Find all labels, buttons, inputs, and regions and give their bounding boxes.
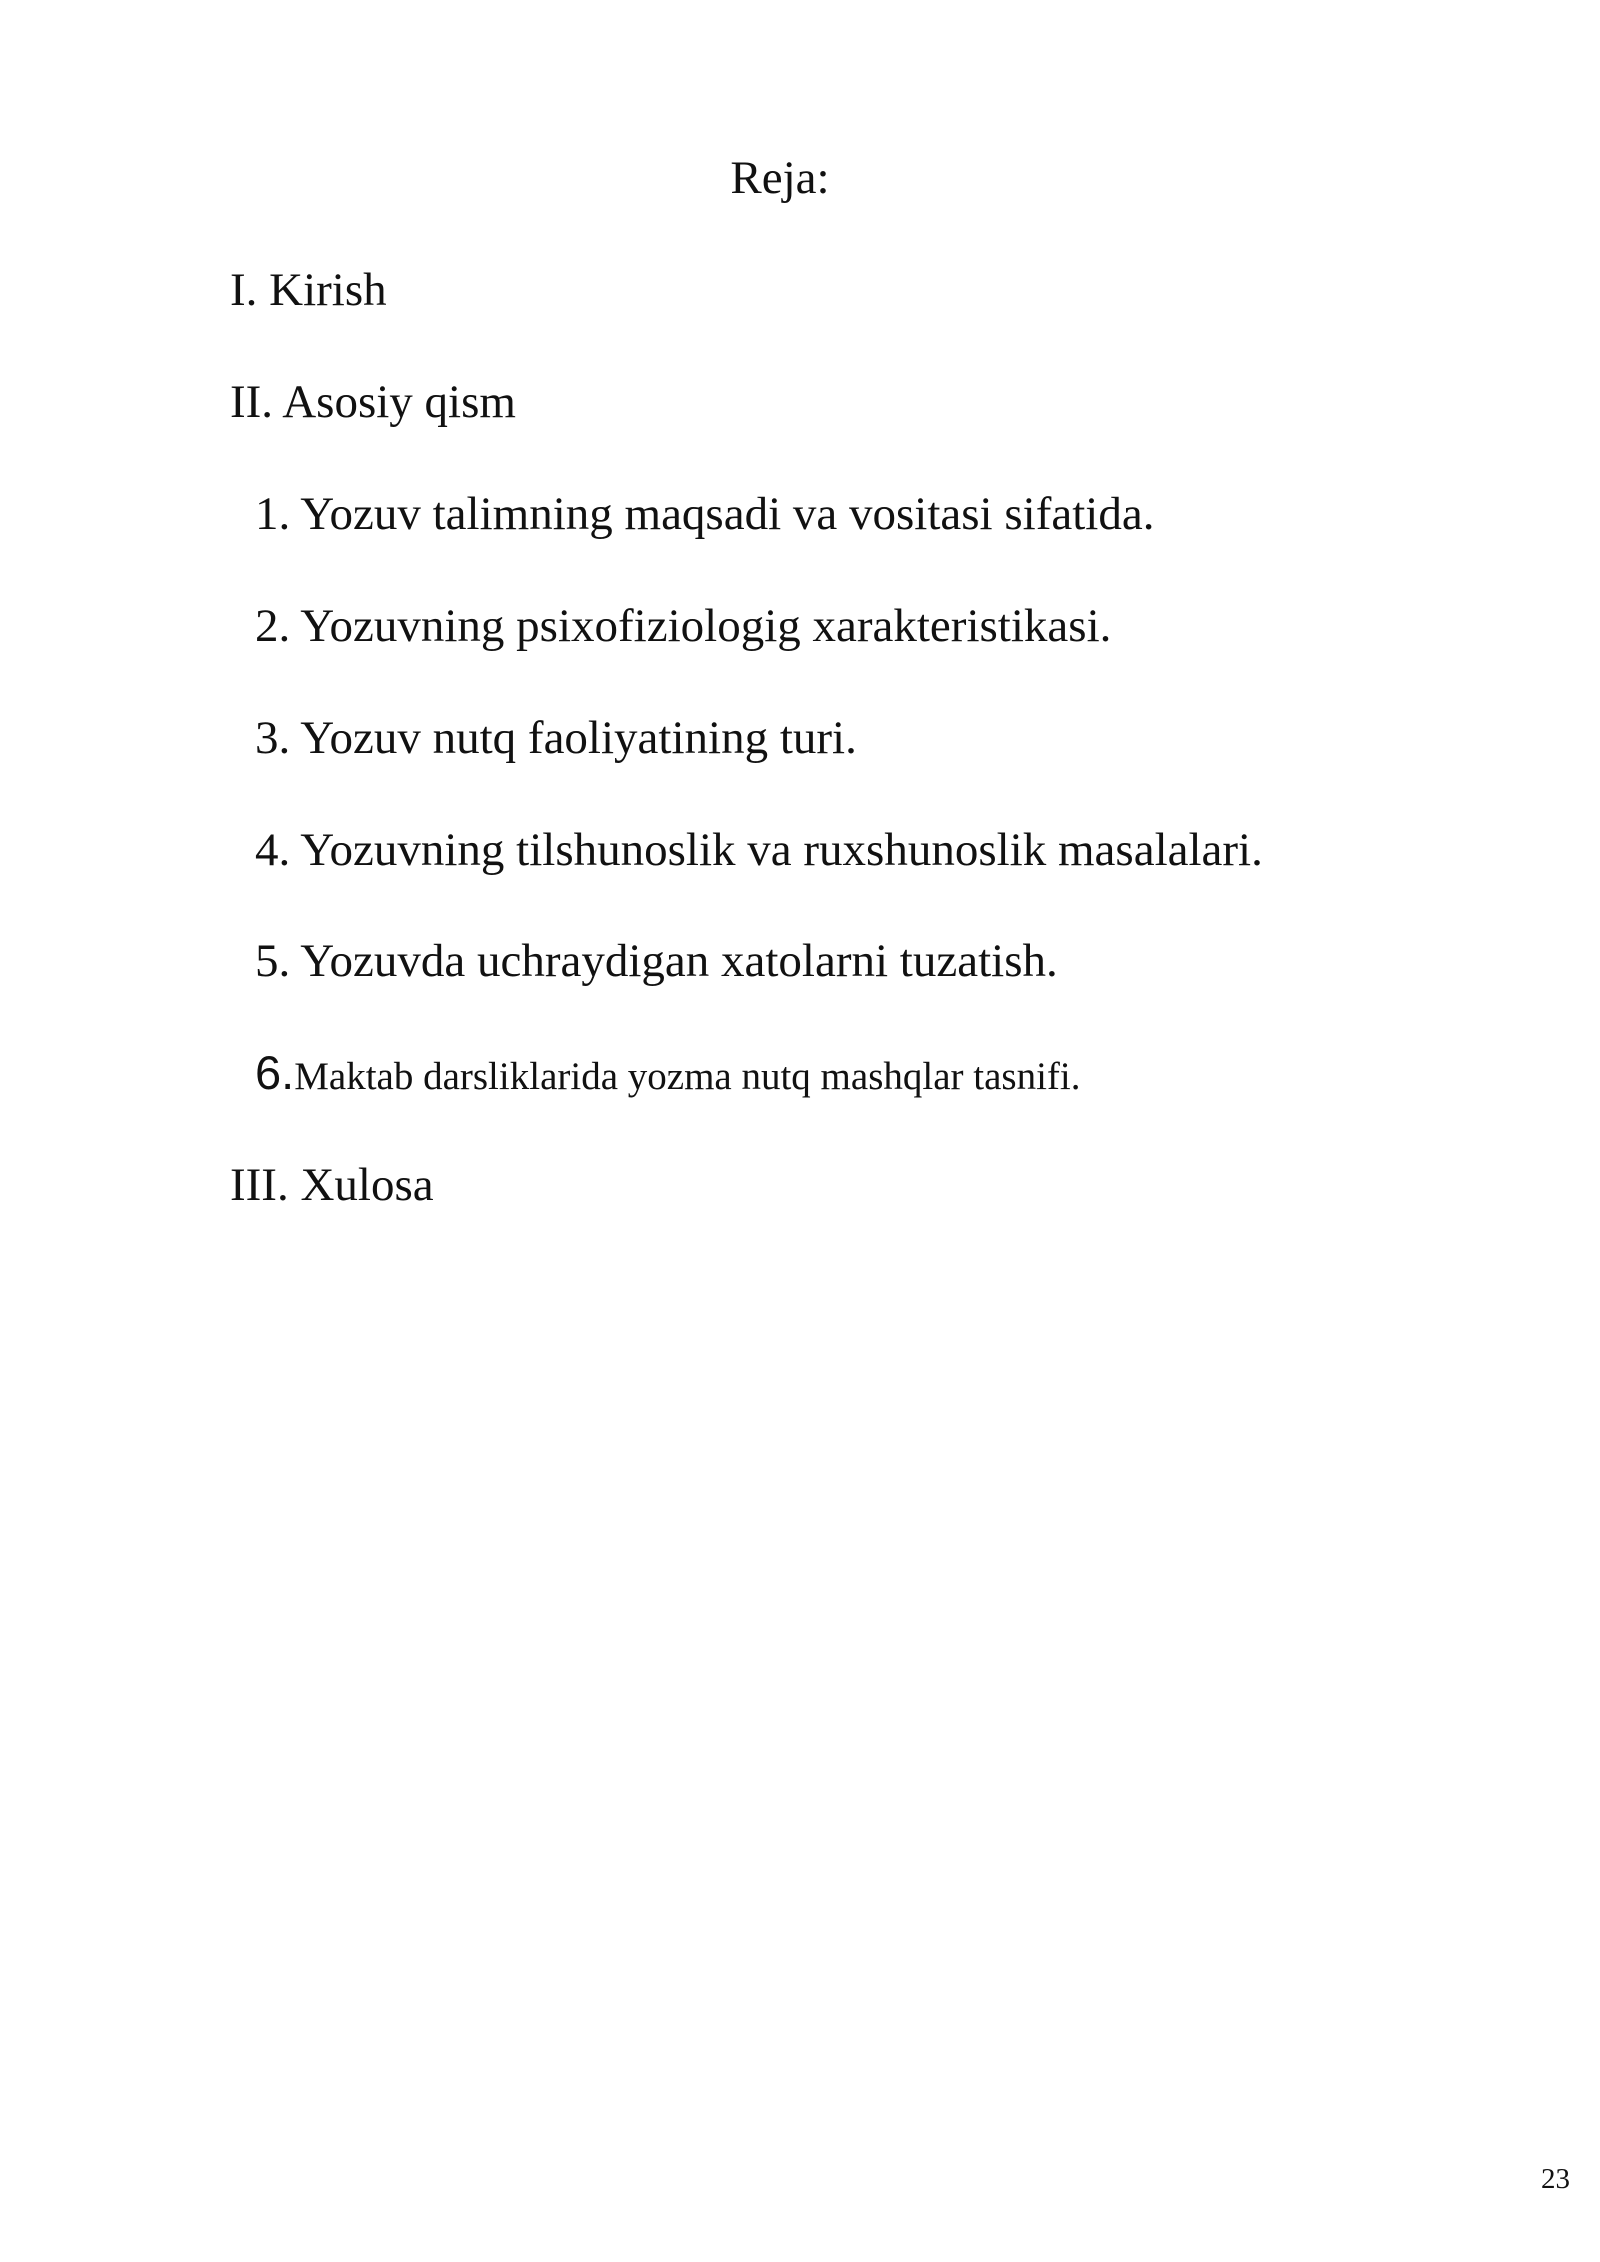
section-conclusion: III. Xulosa [230, 1159, 434, 1211]
page-number: 23 [1541, 2163, 1570, 2195]
list-item-6 [255, 1045, 1081, 1102]
list-item: 2. Yozuvning psixofiziologig xarakteristikasi. [255, 600, 1112, 652]
list-item-text: Maktab darsliklarida yozma nutq mashqlar tasnifi. [294, 1055, 1081, 1098]
list-item: 1. Yozuv talimning maqsadi va vositasi sifatida. [255, 488, 1155, 540]
list-item-number: 6. [255, 1046, 295, 1099]
section-introduction: I. Kirish [230, 264, 387, 316]
list-item: 3. Yozuv nutq faoliyatining turi. [255, 712, 857, 764]
page-title: Reja: [730, 152, 830, 204]
section-main-part: II. Asosiy qism [230, 376, 516, 428]
list-item: 4. Yozuvning tilshunoslik va ruxshunoslik masalalari. [255, 824, 1263, 876]
list-item: 5. Yozuvda uchraydigan xatolarni tuzatish. [255, 935, 1058, 987]
